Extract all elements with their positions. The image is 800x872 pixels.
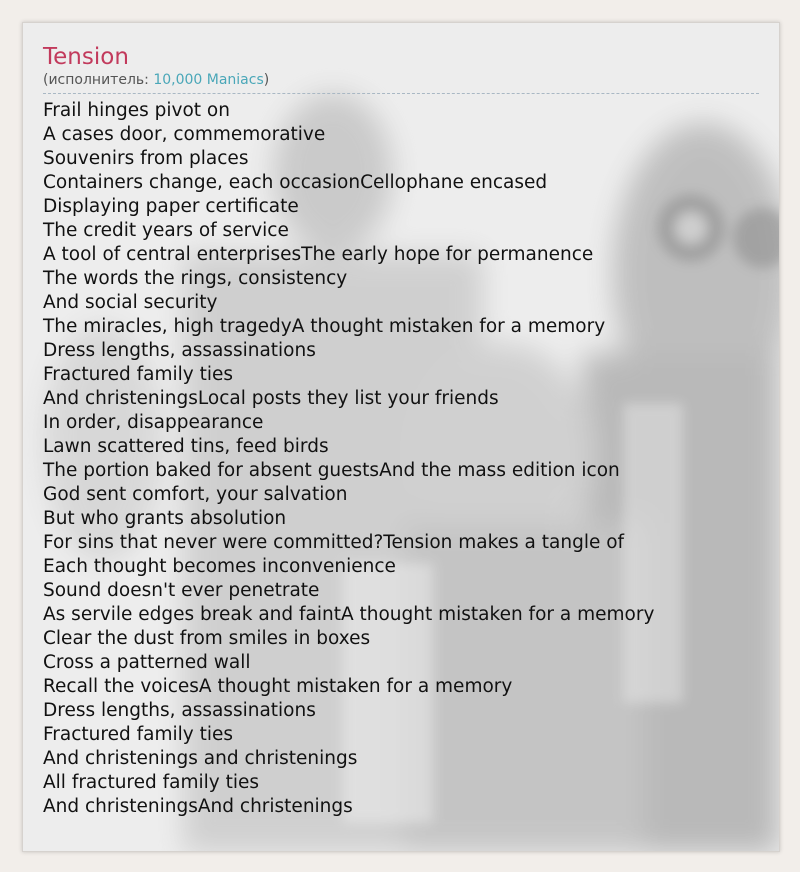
lyric-line: Souvenirs from places	[43, 148, 249, 169]
lyric-line: And christeningsAnd christenings	[43, 796, 353, 817]
lyric-line: Cross a patterned wall	[43, 652, 251, 673]
lyric-line: As servile edges break and faintA thought mistaken for a memory	[43, 604, 655, 625]
lyric-line: A cases door, commemorative	[43, 124, 326, 145]
lyric-line: The portion baked for absent guestsAnd the mass edition icon	[43, 460, 620, 481]
lyric-line: Sound doesn't ever penetrate	[43, 580, 320, 601]
lyric-line: And christenings and christenings	[43, 748, 358, 769]
lyrics-content	[43, 43, 759, 819]
lyric-line: For sins that never were committed?Tension makes a tangle of	[43, 532, 625, 553]
lyric-line: Recall the voicesA thought mistaken for a memory	[43, 676, 513, 697]
lyric-line: Fractured family ties	[43, 724, 233, 745]
artist-prefix: (исполнитель:	[43, 72, 154, 88]
lyric-line: A tool of central enterprisesThe early hope for permanence	[43, 244, 594, 265]
lyric-line: Dress lengths, assassinations	[43, 700, 316, 721]
lyric-line: Dress lengths, assassinations	[43, 340, 316, 361]
lyric-line: Fractured family ties	[43, 364, 233, 385]
lyrics-list	[43, 99, 759, 819]
lyric-line: In order, disappearance	[43, 412, 264, 433]
lyric-line: And christeningsLocal posts they list your friends	[43, 388, 499, 409]
lyric-line: Each thought becomes inconvenience	[43, 556, 396, 577]
lyric-line: Displaying paper certificate	[43, 196, 299, 217]
lyric-line: And social security	[43, 292, 218, 313]
lyric-line: The miracles, high tragedyA thought mistaken for a memory	[43, 316, 606, 337]
lyric-line: But who grants absolution	[43, 508, 287, 529]
artist-line	[43, 71, 759, 89]
artist-suffix: )	[263, 72, 270, 88]
artist-link[interactable]: 10,000 Maniacs	[153, 72, 264, 88]
lyric-line: The words the rings, consistency	[43, 268, 348, 289]
lyric-line: Containers change, each occasionCellophane encased	[43, 172, 548, 193]
lyric-line: All fractured family ties	[43, 772, 260, 793]
lyric-line: Clear the dust from smiles in boxes	[43, 628, 371, 649]
song-title: Tension	[43, 44, 129, 70]
lyric-line: God sent comfort, your salvation	[43, 484, 348, 505]
lyric-line: The credit years of service	[43, 220, 289, 241]
title-divider	[43, 93, 759, 94]
lyric-line: Frail hinges pivot on	[43, 100, 230, 121]
lyric-line: Lawn scattered tins, feed birds	[43, 436, 329, 457]
lyrics-card	[22, 22, 780, 852]
